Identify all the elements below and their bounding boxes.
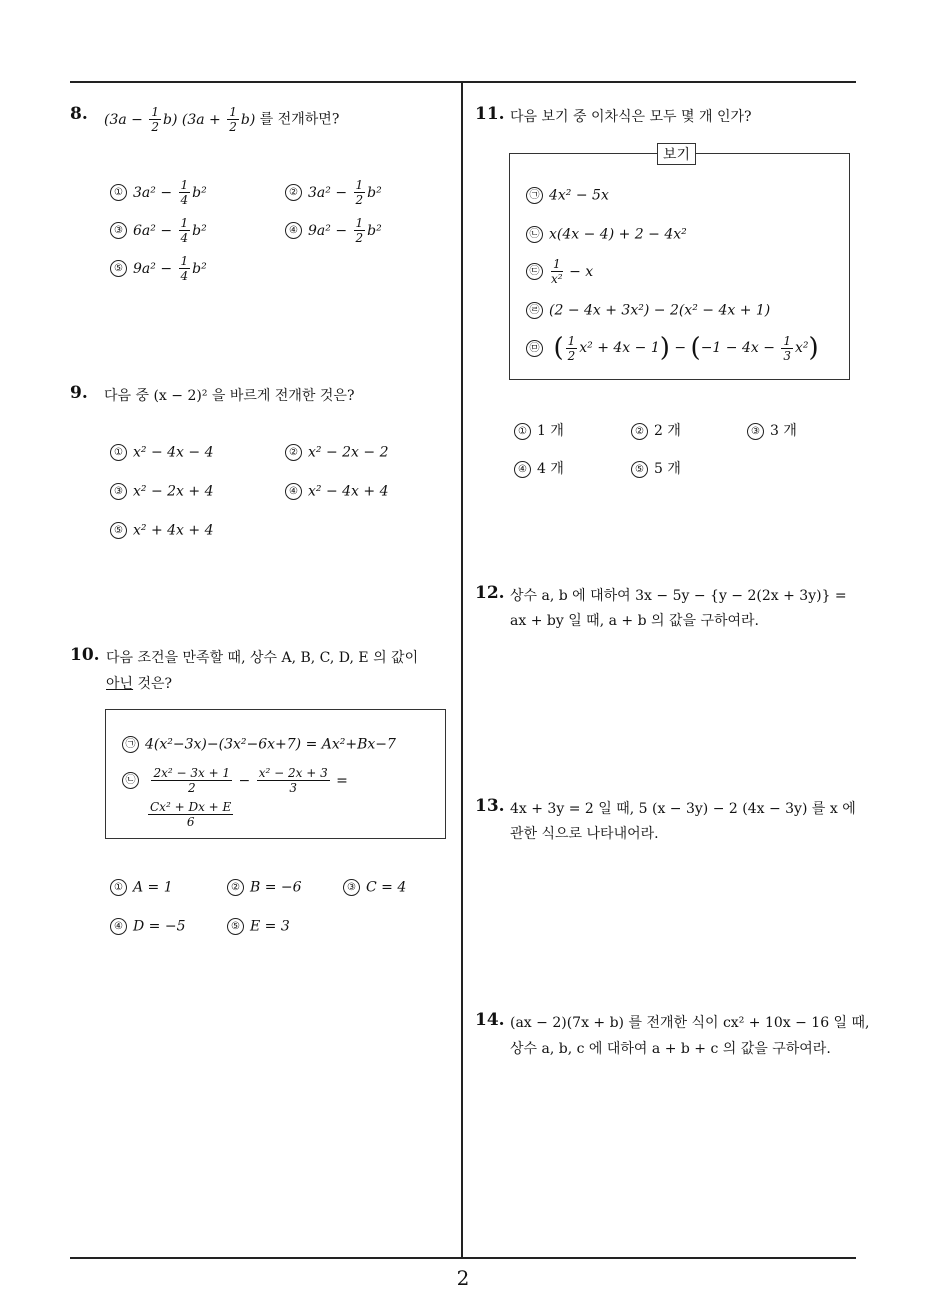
question-9-text: 다음 중 (x − 2)² 을 바르게 전개한 것은?: [104, 388, 355, 404]
question-8-number: 8.: [70, 104, 88, 124]
q10-option-2[interactable]: ② B = −6: [227, 879, 302, 896]
question-11-text: 다음 보기 중 이차식은 모두 몇 개 인가?: [510, 109, 752, 125]
q8-option-2[interactable]: ② 3a² − $\frac{1}{2}$ b²: [285, 178, 382, 207]
top-rule: [70, 81, 856, 83]
q9-option-5[interactable]: ⑤ x² + 4x + 4: [110, 522, 213, 539]
question-11-number: 11.: [475, 104, 505, 124]
page-number: 2: [456, 1266, 470, 1290]
q9-option-2[interactable]: ② x² − 2x − 2: [285, 444, 388, 461]
q10-condition-1: ㉠ 4(x²−3x)−(3x²−6x+7) = Ax²+Bx−7: [122, 736, 396, 753]
question-14-line-1: (ax − 2)(7x + b) 를 전개한 식이 cx² + 10x − 16 일 때,: [510, 1015, 870, 1031]
q10-option-4[interactable]: ④ D = −5: [110, 918, 186, 935]
column-divider: [461, 82, 463, 1258]
bottom-rule: [70, 1257, 856, 1259]
question-8-text: (3a − $\frac{1}{2}$ b) (3a + $\frac{1}{2}$ b) 를 전개하면?: [104, 105, 340, 134]
q10-condition-2-rhs: $\frac{\text{Cx² + Dx + E}}{6}$: [150, 800, 232, 829]
q8-option-3[interactable]: ③ 6a² − $\frac{1}{4}$ b²: [110, 216, 207, 245]
question-14-number: 14.: [475, 1010, 505, 1030]
question-10-line-2: 아닌 것은?: [106, 676, 173, 692]
question-13-line-2: 관한 식으로 나타내어라.: [510, 826, 659, 842]
question-12-line-1: 상수 a, b 에 대하여 3x − 5y − {y − 2(2x + 3y)} =: [510, 588, 847, 604]
q9-option-4[interactable]: ④ x² − 4x + 4: [285, 483, 388, 500]
q11-item-5: ㉤ ( $\frac{1}{2}$ x² + 4x − 1) − (−1 − 4x − $\frac{1}{3}$ x²): [526, 333, 819, 363]
q11-bogi-title: 보기: [657, 143, 696, 165]
q11-option-1[interactable]: ① 1 개: [514, 420, 564, 440]
q9-option-1[interactable]: ① x² − 4x − 4: [110, 444, 213, 461]
q11-option-5[interactable]: ⑤ 5 개: [631, 458, 681, 478]
q11-option-3[interactable]: ③ 3 개: [747, 420, 797, 440]
question-12-line-2: ax + by 일 때, a + b 의 값을 구하여라.: [510, 613, 760, 629]
question-13-number: 13.: [475, 796, 505, 816]
q11-item-2: ㉡ x(4x − 4) + 2 − 4x²: [526, 226, 687, 243]
q10-option-3[interactable]: ③ C = 4: [343, 879, 406, 896]
question-13-line-1: 4x + 3y = 2 일 때, 5 (x − 3y) − 2 (4x − 3y) 를 x 에: [510, 801, 856, 817]
q10-condition-2: ㉡ $\frac{\text{2x² − 3x + 1}}{2}$ − $\frac{\text{x² − 2x + 3}}{3}$ =: [122, 766, 348, 795]
q10-option-1[interactable]: ① A = 1: [110, 879, 173, 896]
q10-option-5[interactable]: ⑤ E = 3: [227, 918, 290, 935]
q8-option-5[interactable]: ⑤ 9a² − $\frac{1}{4}$ b²: [110, 254, 207, 283]
q8-option-4[interactable]: ④ 9a² − $\frac{1}{2}$ b²: [285, 216, 382, 245]
q11-option-4[interactable]: ④ 4 개: [514, 458, 564, 478]
question-10-number: 10.: [70, 645, 100, 665]
q11-option-2[interactable]: ② 2 개: [631, 420, 681, 440]
q11-item-1: ㉠ 4x² − 5x: [526, 187, 609, 204]
q11-item-4: ㉣ (2 − 4x + 3x²) − 2(x² − 4x + 1): [526, 302, 770, 319]
q8-option-1[interactable]: ① 3a² − $\frac{1}{4}$ b²: [110, 178, 207, 207]
question-9-number: 9.: [70, 383, 88, 403]
question-14-line-2: 상수 a, b, c 에 대하여 a + b + c 의 값을 구하여라.: [510, 1041, 831, 1057]
question-12-number: 12.: [475, 583, 505, 603]
q11-item-3: ㉢ $\frac{1}{\text{x²}}$ − x: [526, 257, 593, 286]
question-10-line-1: 다음 조건을 만족할 때, 상수 A, B, C, D, E 의 값이: [106, 650, 419, 666]
q9-option-3[interactable]: ③ x² − 2x + 4: [110, 483, 213, 500]
